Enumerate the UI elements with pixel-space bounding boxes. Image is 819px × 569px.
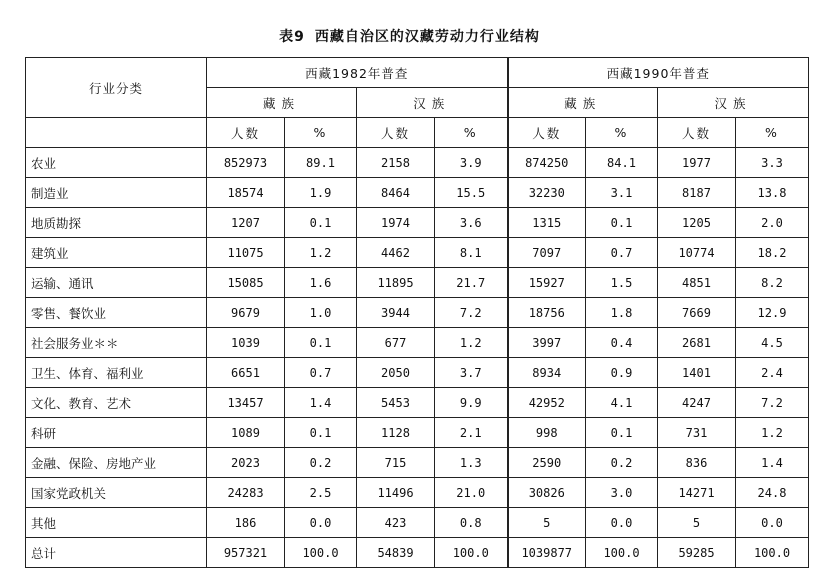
han-1982-count-cell: 4462 (357, 238, 435, 268)
han-1982-pct-cell: 3.9 (435, 148, 508, 178)
tibetan-1982-count-cell: 15085 (207, 268, 285, 298)
table-row (26, 178, 809, 208)
tibetan-1990-pct-cell: 1.8 (586, 298, 658, 328)
category-cell: 金融、保险、房地产业 (26, 448, 207, 478)
tibetan-1982-pct-cell: 89.1 (285, 148, 357, 178)
tibetan-1990-pct-cell: 3.1 (586, 178, 658, 208)
tibetan-1990-count-cell: 998 (508, 418, 586, 448)
han-1982-count-cell: 715 (357, 448, 435, 478)
header-count: 人数 (508, 118, 586, 148)
han-1990-pct-cell: 1.4 (736, 448, 809, 478)
tibetan-1982-count-cell: 1089 (207, 418, 285, 448)
category-cell: 国家党政机关 (26, 478, 207, 508)
category-cell: 地质勘探 (26, 208, 207, 238)
han-1982-count-cell: 11895 (357, 268, 435, 298)
han-1990-count-cell: 1205 (658, 208, 736, 238)
tibetan-1982-count-cell: 9679 (207, 298, 285, 328)
header-row-units (26, 118, 809, 148)
category-cell: 卫生、体育、福利业 (26, 358, 207, 388)
category-cell: 其他 (26, 508, 207, 538)
table-row (26, 238, 809, 268)
han-1990-pct-cell: 0.0 (736, 508, 809, 538)
tibetan-1990-count-cell: 874250 (508, 148, 586, 178)
han-1990-count-cell: 4851 (658, 268, 736, 298)
han-1982-count-cell: 1128 (357, 418, 435, 448)
tibetan-1982-count-cell: 2023 (207, 448, 285, 478)
tibetan-1982-count-cell: 24283 (207, 478, 285, 508)
header-pct: % (586, 118, 658, 148)
table-row (26, 358, 809, 388)
table-row (26, 448, 809, 478)
category-cell: 文化、教育、艺术 (26, 388, 207, 418)
table-row (26, 388, 809, 418)
han-1990-pct-cell: 2.4 (736, 358, 809, 388)
table-row (26, 418, 809, 448)
tibetan-1990-pct-cell: 0.4 (586, 328, 658, 358)
tibetan-1982-count-cell: 1039 (207, 328, 285, 358)
tibetan-1990-pct-cell: 0.9 (586, 358, 658, 388)
table-body (26, 148, 809, 568)
tibetan-1982-pct-cell: 0.1 (285, 328, 357, 358)
han-1990-count-cell: 2681 (658, 328, 736, 358)
han-1990-count-cell: 836 (658, 448, 736, 478)
tibetan-1990-count-cell: 2590 (508, 448, 586, 478)
tibetan-1982-pct-cell: 2.5 (285, 478, 357, 508)
han-1982-pct-cell: 3.7 (435, 358, 508, 388)
han-1990-count-cell: 4247 (658, 388, 736, 418)
han-1982-pct-cell: 15.5 (435, 178, 508, 208)
category-cell: 建筑业 (26, 238, 207, 268)
tibetan-1990-pct-cell: 0.1 (586, 208, 658, 238)
header-pct: % (285, 118, 357, 148)
han-1982-count-cell: 423 (357, 508, 435, 538)
header-row-census (26, 58, 809, 88)
han-1990-pct-cell: 100.0 (736, 538, 809, 568)
tibetan-1982-count-cell: 18574 (207, 178, 285, 208)
han-1990-pct-cell: 8.2 (736, 268, 809, 298)
category-cell: 社会服务业＊＊ (26, 328, 207, 358)
han-1982-count-cell: 3944 (357, 298, 435, 328)
tibetan-1990-pct-cell: 0.1 (586, 418, 658, 448)
han-1982-pct-cell: 9.9 (435, 388, 508, 418)
tibetan-1982-pct-cell: 1.9 (285, 178, 357, 208)
tibetan-1990-count-cell: 42952 (508, 388, 586, 418)
header-count: 人数 (658, 118, 736, 148)
han-1982-pct-cell: 21.7 (435, 268, 508, 298)
tibetan-1982-count-cell: 1207 (207, 208, 285, 238)
han-1982-pct-cell: 3.6 (435, 208, 508, 238)
han-1982-pct-cell: 8.1 (435, 238, 508, 268)
han-1982-pct-cell: 0.8 (435, 508, 508, 538)
table-title (0, 27, 819, 47)
tibetan-1990-pct-cell: 0.0 (586, 508, 658, 538)
han-1990-pct-cell: 18.2 (736, 238, 809, 268)
tibetan-1990-count-cell: 30826 (508, 478, 586, 508)
han-1982-count-cell: 2050 (357, 358, 435, 388)
tibetan-1982-count-cell: 186 (207, 508, 285, 538)
tibetan-1990-count-cell: 8934 (508, 358, 586, 388)
header-blank (26, 118, 207, 148)
han-1990-count-cell: 7669 (658, 298, 736, 328)
header-census-1982: 西藏1982年普查 (207, 58, 508, 88)
tibetan-1990-pct-cell: 1.5 (586, 268, 658, 298)
category-cell: 运输、通讯 (26, 268, 207, 298)
table-row (26, 268, 809, 298)
tibetan-1990-count-cell: 15927 (508, 268, 586, 298)
tibetan-1982-pct-cell: 0.1 (285, 208, 357, 238)
han-1990-count-cell: 14271 (658, 478, 736, 508)
header-pct: % (736, 118, 809, 148)
han-1990-pct-cell: 13.8 (736, 178, 809, 208)
table-row (26, 538, 809, 568)
tibetan-1990-count-cell: 1039877 (508, 538, 586, 568)
header-count: 人数 (357, 118, 435, 148)
han-1982-pct-cell: 1.2 (435, 328, 508, 358)
tibetan-1982-pct-cell: 0.7 (285, 358, 357, 388)
han-1982-count-cell: 5453 (357, 388, 435, 418)
tibetan-1982-pct-cell: 1.0 (285, 298, 357, 328)
table-number: 表9 (279, 29, 305, 45)
han-1990-pct-cell: 12.9 (736, 298, 809, 328)
table-header (26, 58, 809, 148)
han-1990-count-cell: 8187 (658, 178, 736, 208)
han-1982-count-cell: 54839 (357, 538, 435, 568)
header-1990-tibetan: 藏族 (508, 88, 658, 118)
han-1982-count-cell: 11496 (357, 478, 435, 508)
tibetan-1990-count-cell: 1315 (508, 208, 586, 238)
tibetan-1990-pct-cell: 100.0 (586, 538, 658, 568)
han-1990-pct-cell: 1.2 (736, 418, 809, 448)
table-row (26, 298, 809, 328)
table-title-text: 西藏自治区的汉藏劳动力行业结构 (314, 29, 540, 45)
tibetan-1990-pct-cell: 84.1 (586, 148, 658, 178)
han-1982-count-cell: 677 (357, 328, 435, 358)
han-1990-pct-cell: 3.3 (736, 148, 809, 178)
category-cell: 制造业 (26, 178, 207, 208)
table-row (26, 208, 809, 238)
tibetan-1982-pct-cell: 0.2 (285, 448, 357, 478)
header-1982-han: 汉族 (357, 88, 508, 118)
table-row (26, 508, 809, 538)
tibetan-1982-pct-cell: 0.0 (285, 508, 357, 538)
table-row (26, 328, 809, 358)
category-cell: 农业 (26, 148, 207, 178)
han-1982-count-cell: 8464 (357, 178, 435, 208)
labor-structure-table (25, 57, 809, 568)
header-pct: % (435, 118, 508, 148)
tibetan-1990-pct-cell: 0.2 (586, 448, 658, 478)
category-cell: 总计 (26, 538, 207, 568)
tibetan-1990-pct-cell: 3.0 (586, 478, 658, 508)
han-1990-pct-cell: 7.2 (736, 388, 809, 418)
han-1990-pct-cell: 4.5 (736, 328, 809, 358)
han-1990-count-cell: 1401 (658, 358, 736, 388)
han-1982-pct-cell: 100.0 (435, 538, 508, 568)
category-cell: 零售、餐饮业 (26, 298, 207, 328)
tibetan-1990-pct-cell: 4.1 (586, 388, 658, 418)
header-count: 人数 (207, 118, 285, 148)
tibetan-1982-count-cell: 957321 (207, 538, 285, 568)
han-1990-count-cell: 1977 (658, 148, 736, 178)
tibetan-1990-count-cell: 5 (508, 508, 586, 538)
tibetan-1982-pct-cell: 1.2 (285, 238, 357, 268)
tibetan-1982-pct-cell: 1.4 (285, 388, 357, 418)
tibetan-1982-count-cell: 6651 (207, 358, 285, 388)
han-1982-pct-cell: 2.1 (435, 418, 508, 448)
han-1982-count-cell: 1974 (357, 208, 435, 238)
tibetan-1982-pct-cell: 100.0 (285, 538, 357, 568)
han-1990-pct-cell: 24.8 (736, 478, 809, 508)
han-1982-pct-cell: 1.3 (435, 448, 508, 478)
category-cell: 科研 (26, 418, 207, 448)
tibetan-1982-pct-cell: 0.1 (285, 418, 357, 448)
tibetan-1982-count-cell: 852973 (207, 148, 285, 178)
tibetan-1990-count-cell: 7097 (508, 238, 586, 268)
table-row (26, 148, 809, 178)
table-row (26, 478, 809, 508)
han-1990-count-cell: 10774 (658, 238, 736, 268)
han-1990-count-cell: 5 (658, 508, 736, 538)
tibetan-1982-count-cell: 13457 (207, 388, 285, 418)
tibetan-1982-count-cell: 11075 (207, 238, 285, 268)
han-1990-count-cell: 59285 (658, 538, 736, 568)
han-1982-pct-cell: 21.0 (435, 478, 508, 508)
han-1990-count-cell: 731 (658, 418, 736, 448)
han-1982-count-cell: 2158 (357, 148, 435, 178)
han-1990-pct-cell: 2.0 (736, 208, 809, 238)
tibetan-1982-pct-cell: 1.6 (285, 268, 357, 298)
tibetan-1990-count-cell: 18756 (508, 298, 586, 328)
tibetan-1990-count-cell: 32230 (508, 178, 586, 208)
header-category: 行业分类 (26, 58, 207, 118)
header-1982-tibetan: 藏族 (207, 88, 357, 118)
header-1990-han: 汉族 (658, 88, 809, 118)
tibetan-1990-count-cell: 3997 (508, 328, 586, 358)
han-1982-pct-cell: 7.2 (435, 298, 508, 328)
header-census-1990: 西藏1990年普查 (508, 58, 809, 88)
tibetan-1990-pct-cell: 0.7 (586, 238, 658, 268)
